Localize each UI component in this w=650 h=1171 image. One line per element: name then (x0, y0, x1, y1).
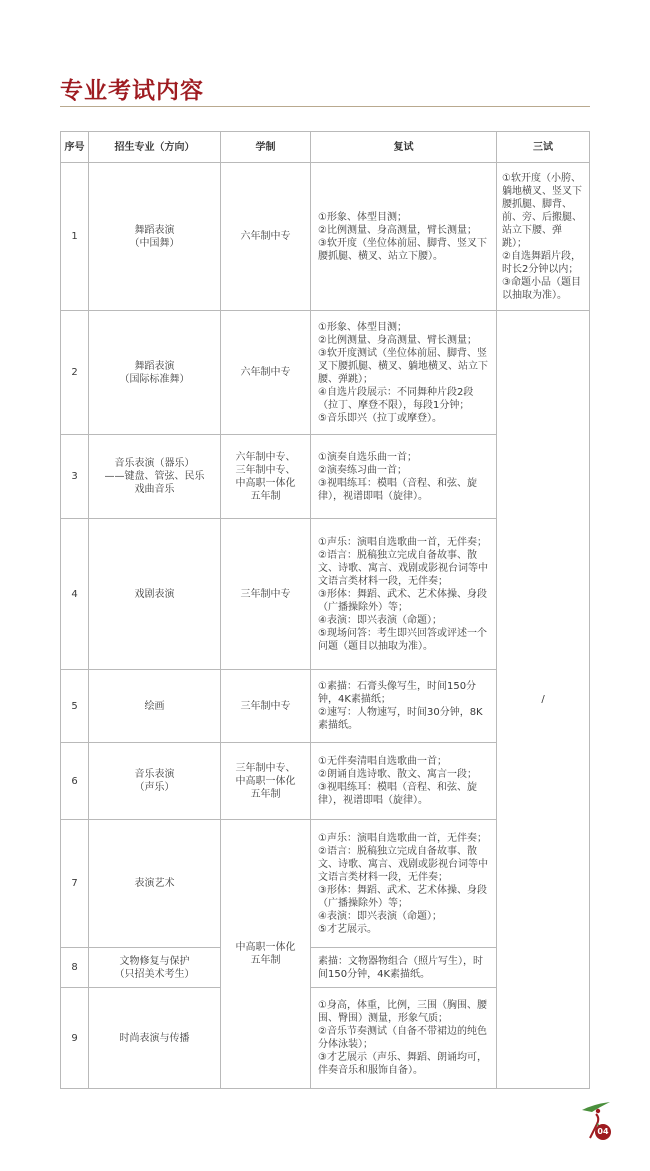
row-system: 三年制中专 (221, 670, 311, 743)
row-major: 时尚表演与传播 (89, 988, 221, 1089)
row-system: 三年制中专 (221, 519, 311, 670)
row-system: 六年制中专、 三年制中专、 中高职一体化 五年制 (221, 435, 311, 519)
row-major: 绘画 (89, 670, 221, 743)
row-no: 3 (61, 435, 89, 519)
row-retest: ①身高，体重，比例，三围（胸围、腰围、臀围）测量，形象气质； ②音乐节奏测试（自备不带裙边的纯色分体泳装）； ③才艺展示（声乐、舞蹈、朗诵均可，伴奏音乐和服饰自备）。 (311, 988, 497, 1089)
row-retest: ①演奏自选乐曲一首； ②演奏练习曲一首； ③视唱练耳：模唱（音程、和弦、旋律），视谱即唱（旋律）。 (311, 435, 497, 519)
row-no: 9 (61, 988, 89, 1089)
row-no: 1 (61, 163, 89, 311)
row-retest: ①声乐：演唱自选歌曲一首，无伴奏； ②语言：脱稿独立完成自备故事、散文、诗歌、寓言、戏剧或影视台词等中文语言类材料一段，无伴奏； ③形体：舞蹈、武术、艺术体操、身段（广播操除外）等； ④表演：即兴表演（命题）； ⑤现场问答：考生即兴回答或评述一个问题（题目以抽取为准）。 (311, 519, 497, 670)
table-row (61, 311, 590, 435)
row-system: 六年制中专 (221, 163, 311, 311)
row-no: 8 (61, 948, 89, 988)
row-no: 6 (61, 743, 89, 820)
row-retest: ①形象、体型目测； ②比例测量、身高测量，臂长测量； ③软开度（坐位体前屈、脚背、竖叉下腰抓腿、横叉、站立下腰）。 (311, 163, 497, 311)
row-major: 音乐表演（器乐） ——键盘、管弦、民乐 戏曲音乐 (89, 435, 221, 519)
table-row (61, 163, 590, 311)
row-retest: ①形象、体型目测； ②比例测量、身高测量、臂长测量； ③软开度测试（坐位体前屈、脚背、竖叉下腰抓腿、横叉、躺地横叉、站立下腰、弹跳）； ④自选片段展示：不同舞种片段2段（拉丁、摩登不限），每段1分钟； ⑤音乐即兴（拉丁或摩登）。 (311, 311, 497, 435)
exam-content-table (60, 131, 590, 1089)
row-retest: ①无伴奏清唱自选歌曲一首； ②朗诵自选诗歌、散文、寓言一段； ③视唱练耳：模唱（音程、和弦、旋律），视谱即唱（旋律）。 (311, 743, 497, 820)
header-system: 学制 (221, 132, 311, 163)
row-no: 4 (61, 519, 89, 670)
row-system: 六年制中专 (221, 311, 311, 435)
row-major: 戏剧表演 (89, 519, 221, 670)
header-retest: 复试 (311, 132, 497, 163)
table-header-row (61, 132, 590, 163)
row-no: 2 (61, 311, 89, 435)
row-major: 舞蹈表演 （中国舞） (89, 163, 221, 311)
row-major: 音乐表演 （声乐） (89, 743, 221, 820)
header-no: 序号 (61, 132, 89, 163)
row-third: ①软开度（小胯、躺地横叉、竖叉下腰抓腿、脚背、前、旁、后搬腿、站立下腰、弹跳）； ②自选舞蹈片段，时长2分钟以内； ③命题小品（题目以抽取为准）。 (497, 163, 590, 311)
third-shared: / (497, 311, 590, 1089)
row-system-shared: 中高职一体化 五年制 (221, 820, 311, 1089)
row-major: 表演艺术 (89, 820, 221, 948)
row-major: 文物修复与保护 （只招美术考生） (89, 948, 221, 988)
row-no: 7 (61, 820, 89, 948)
row-major: 舞蹈表演 （国际标准舞） (89, 311, 221, 435)
title-divider (60, 106, 590, 107)
row-system: 三年制中专、 中高职一体化 五年制 (221, 743, 311, 820)
header-third: 三试 (497, 132, 590, 163)
row-retest: ①素描：石膏头像写生，时间150分钟，4K素描纸； ②速写：人物速写，时间30分钟，8K素描纸。 (311, 670, 497, 743)
page-number-badge: 04 (595, 1124, 611, 1140)
row-retest: 素描：文物器物组合（照片写生），时间150分钟，4K素描纸。 (311, 948, 497, 988)
header-major: 招生专业（方向） (89, 132, 221, 163)
row-retest: ①声乐：演唱自选歌曲一首，无伴奏； ②语言：脱稿独立完成自备故事、散文、诗歌、寓言、戏剧或影视台词等中文语言类材料一段，无伴奏； ③形体：舞蹈、武术、艺术体操、身段（广播操除外）等； ④表演：即兴表演（命题）； ⑤才艺展示。 (311, 820, 497, 948)
row-no: 5 (61, 670, 89, 743)
page-title: 专业考试内容 (60, 77, 204, 104)
